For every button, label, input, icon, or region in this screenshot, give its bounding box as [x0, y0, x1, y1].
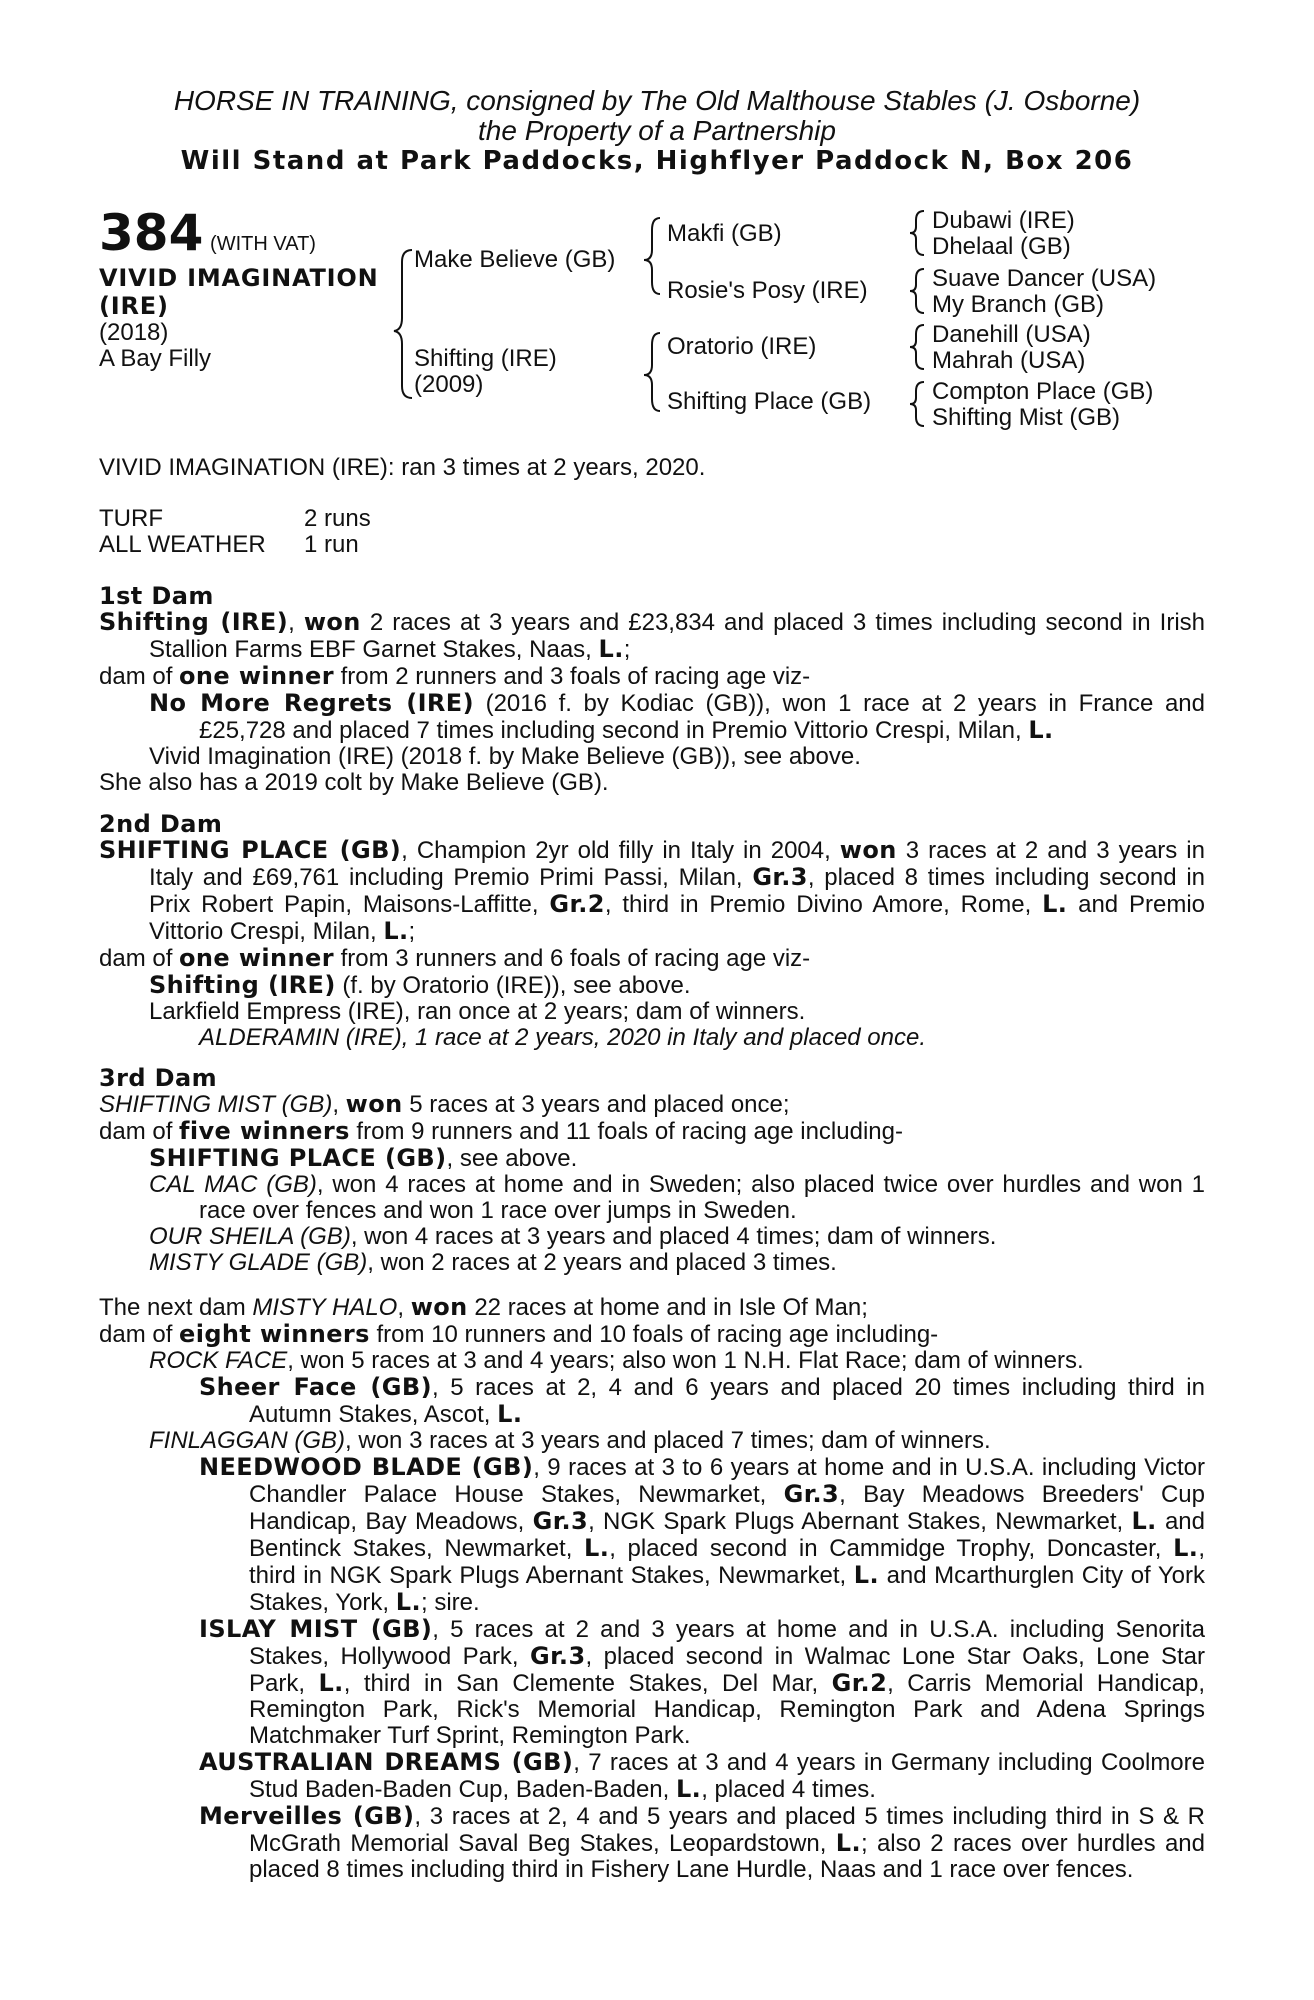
- progeny-needwood-blade: NEEDWOOD BLADE (GB), 9 races at 3 to 6 years at home and in U.S.A. including Victor Chandler Palace House Stakes, Newmarket, Gr.3, Bay Meadows Breeders' Cup Handicap, Bay Meadows, Gr.3, NGK Spark Plugs Abernant Stakes, Newmarket, L. and Bentinck Stakes, Newmarket, L., placed second in Cammidge Trophy, Doncaster, L., third in NGK Spark Plugs Abernant Stakes, Newmarket, L. and Mcarthurglen City of York Stakes, York, L.; sire.: [199, 1453, 1206, 1616]
- pedigree-sire: Make Believe (GB): [414, 246, 616, 273]
- next-dam-record: The next dam MISTY HALO, won 22 races at home and in Isle Of Man;: [99, 1293, 868, 1321]
- vat-note: (WITH VAT): [210, 233, 316, 255]
- pedigree-ggp-3: Suave Dancer (USA): [932, 265, 1157, 292]
- pedigree-ggp-1: Dubawi (IRE): [932, 207, 1075, 234]
- third-dam-name: SHIFTING MIST (GB): [99, 1091, 333, 1118]
- second-dam-heading: 2nd Dam: [99, 810, 223, 838]
- pedigree-ggp-7: Compton Place (GB): [932, 378, 1154, 405]
- next-dam-section: [99, 1294, 1205, 1883]
- pedigree-ggp-2: Dhelaal (GB): [932, 233, 1071, 260]
- first-dam-section: [99, 583, 1205, 796]
- first-dam-produce-line: dam of one winner from 2 runners and 3 foals of racing age viz-: [99, 662, 811, 690]
- first-dam-heading: 1st Dam: [99, 582, 214, 610]
- pedigree-dam-sire: Oratorio (IRE): [667, 333, 817, 360]
- second-dam-produce-line: dam of one winner from 3 runners and 6 foals of racing age viz-: [99, 944, 811, 972]
- runs-aw-label: ALL WEATHER: [99, 531, 266, 558]
- progeny-australian-dreams: AUSTRALIAN DREAMS (GB), 7 races at 3 and 4 years in Germany including Coolmore Stud Baden-Baden Cup, Baden-Baden, L., placed 4 times.: [199, 1748, 1205, 1803]
- third-dam-record: SHIFTING MIST (GB), won 5 races at 3 years and placed once;: [99, 1090, 790, 1118]
- third-dam-progeny-1: SHIFTING PLACE (GB), see above.: [149, 1144, 578, 1172]
- pedigree-ggp-5: Danehill (USA): [932, 321, 1091, 348]
- second-dam-progeny-1: Shifting (IRE) (f. by Oratorio (IRE)), see above.: [149, 971, 691, 999]
- second-dam-section: [99, 811, 1205, 1051]
- lot-number: 384: [99, 204, 204, 262]
- pedigree-sire-dam: Rosie's Posy (IRE): [667, 277, 868, 304]
- pedigree-dam-year: (2009): [414, 371, 484, 398]
- next-dam-progeny-finlaggan: FINLAGGAN (GB), won 3 races at 3 years and placed 7 times; dam of winners.: [149, 1427, 991, 1454]
- property-line: the Property of a Partnership: [478, 115, 836, 146]
- horse-name-line2: (IRE): [99, 292, 169, 320]
- second-dam-progeny-2: Larkfield Empress (IRE), ran once at 2 years; dam of winners.: [149, 998, 806, 1025]
- third-dam-section: [99, 1065, 1205, 1276]
- pedigree-ggp-8: Shifting Mist (GB): [932, 404, 1121, 431]
- pedigree-sire-sire: Makfi (GB): [667, 220, 782, 247]
- third-dam-produce-line: dam of five winners from 9 runners and 11 foals of racing age including-: [99, 1117, 903, 1145]
- next-dam-name: MISTY HALO: [252, 1294, 398, 1321]
- first-dam-progeny-1: No More Regrets (IRE) (2016 f. by Kodiac (GB)), won 1 race at 2 years in France and £25,728 and placed 7 times including second in Premio Vittorio Crespi, Milan, L.: [149, 689, 1206, 744]
- runs-turf-count: 2 runs: [304, 505, 371, 532]
- pedigree-dam-dam: Shifting Place (GB): [667, 388, 872, 415]
- next-dam-progeny-rock-face: ROCK FACE, won 5 races at 3 and 4 years; also won 1 N.H. Flat Race; dam of winners.: [149, 1347, 1084, 1374]
- progeny-merveilles: Merveilles (GB), 3 races at 2, 4 and 5 years and placed 5 times including third in S & R McGrath Memorial Saval Beg Stakes, Leopardstown, L.; also 2 races over hurdles and placed 8 times including third in Fishery Lane Hurdle, Naas and 1 race over fences.: [199, 1802, 1205, 1883]
- location-line: Will Stand at Park Paddocks, Highflyer Paddock N, Box 206: [180, 146, 1134, 176]
- pedigree-dam: Shifting (IRE): [414, 345, 557, 372]
- runs-turf-label: TURF: [99, 505, 163, 532]
- third-dam-progeny-4: MISTY GLADE (GB), won 2 races at 2 years and placed 3 times.: [149, 1249, 837, 1276]
- pedigree-ggp-4: My Branch (GB): [932, 291, 1105, 318]
- progeny-sheer-face: Sheer Face (GB), 5 races at 2, 4 and 6 years and placed 20 times including third in Autumn Stakes, Ascot, L.: [199, 1373, 1205, 1428]
- next-dam-produce-line: dam of eight winners from 10 runners and 10 foals of racing age including-: [99, 1320, 939, 1348]
- runs-aw-count: 1 run: [304, 531, 359, 558]
- second-dam-record: SHIFTING PLACE (GB), Champion 2yr old filly in Italy in 2004, won 3 races at 2 and 3 years in Italy and £69,761 including Premio Primi Passi, Milan, Gr.3, placed 8 times including second in Prix Robert Papin, Maisons-Laffitte, Gr.2, third in Premio Divino Amore, Rome, L. and Premio Vittorio Crespi, Milan, L.;: [99, 836, 1206, 945]
- third-dam-heading: 3rd Dam: [99, 1064, 217, 1092]
- foaling-year: (2018): [99, 319, 169, 346]
- first-dam-progeny-2: Vivid Imagination (IRE) (2018 f. by Make Believe (GB)), see above.: [149, 743, 861, 770]
- first-dam-name: Shifting (IRE): [99, 608, 289, 636]
- pedigree-ggp-6: Mahrah (USA): [932, 347, 1086, 374]
- second-dam-name: SHIFTING PLACE (GB): [99, 836, 402, 864]
- first-dam-note: She also has a 2019 colt by Make Believe (GB).: [99, 769, 609, 796]
- third-dam-progeny-3: OUR SHEILA (GB), won 4 races at 3 years and placed 4 times; dam of winners.: [149, 1223, 997, 1250]
- third-dam-progeny-2: CAL MAC (GB), won 4 races at home and in Sweden; also placed twice over hurdles and won 1 race over fences and won 1 race over jumps in Sweden.: [149, 1171, 1205, 1224]
- race-summary: VIVID IMAGINATION (IRE): ran 3 times at 2 years, 2020.: [99, 454, 706, 481]
- horse-description: A Bay Filly: [99, 345, 212, 372]
- consignor-line: HORSE IN TRAINING, consigned by The Old Malthouse Stables (J. Osborne): [173, 85, 1141, 116]
- pedigree-brackets: [0, 0, 1314, 440]
- progeny-islay-mist: ISLAY MIST (GB), 5 races at 2 and 3 years at home and in U.S.A. including Senorita Stakes, Hollywood Park, Gr.3, placed second in Walmac Lone Star Oaks, Lone Star Park, L., third in San Clemente Stakes, Del Mar, Gr.2, Carris Memorial Handicap, Remington Park, Rick's Memorial Handicap, Remington Park and Adena Springs Matchmaker Turf Sprint, Remington Park.: [199, 1615, 1205, 1749]
- first-dam-record: Shifting (IRE), won 2 races at 3 years and £23,834 and placed 3 times including second in Irish Stallion Farms EBF Garnet Stakes, Naas, L.;: [99, 608, 1206, 663]
- horse-name-line1: VIVID IMAGINATION: [99, 264, 379, 292]
- second-dam-progeny-3: ALDERAMIN (IRE), 1 race at 2 years, 2020 in Italy and placed once.: [199, 1024, 927, 1051]
